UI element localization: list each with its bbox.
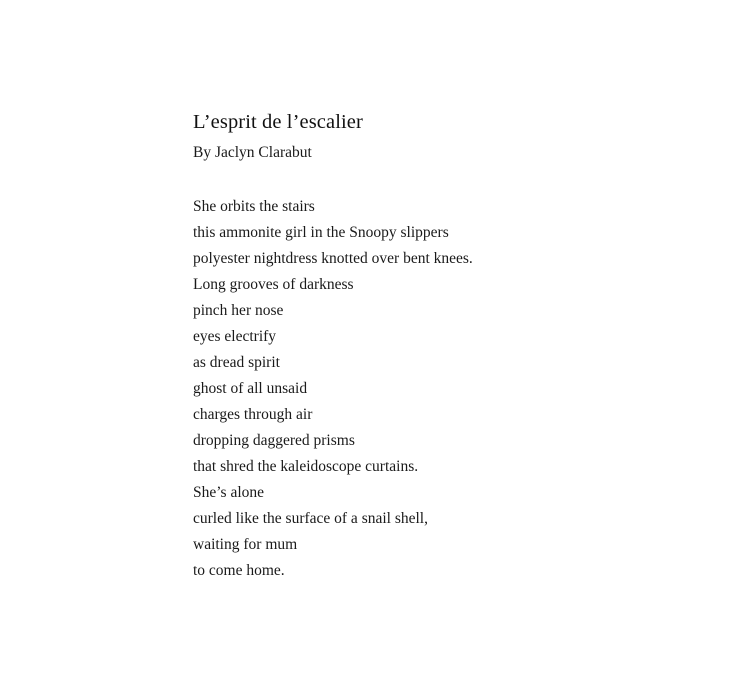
poem-line: Long grooves of darkness [193, 276, 354, 293]
poem-line: eyes electrify [193, 328, 277, 345]
poem-line: ghost of all unsaid [193, 380, 308, 397]
author-byline: By Jaclyn Clarabut [193, 144, 312, 161]
poem-line: as dread spirit [193, 354, 280, 371]
poem-line: pinch her nose [193, 302, 284, 319]
poem-line: charges through air [193, 406, 313, 423]
poem-block [193, 108, 673, 584]
page-title: L’esprit de l’escalier [193, 111, 363, 133]
poem-line: this ammonite girl in the Snoopy slippers [193, 224, 449, 241]
poem-line: to come home. [193, 562, 285, 579]
poem-line: waiting for mum [193, 536, 298, 553]
poem-line: She orbits the stairs [193, 198, 315, 215]
poem-line: polyester nightdress knotted over bent knees. [193, 250, 473, 267]
poem-body [193, 194, 673, 584]
poem-line: curled like the surface of a snail shell, [193, 510, 428, 527]
poem-line: dropping daggered prisms [193, 432, 355, 449]
poem-line: that shred the kaleidoscope curtains. [193, 458, 419, 475]
poem-line: She’s alone [193, 484, 265, 501]
